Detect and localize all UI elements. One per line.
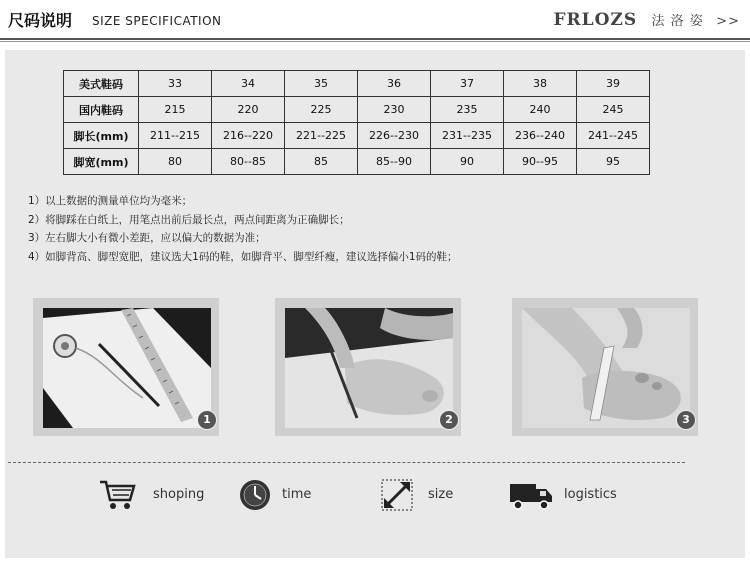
feature-shopping[interactable] [98, 478, 218, 514]
header-divider-thin [0, 41, 750, 42]
table-cell: 80--85 [212, 149, 285, 175]
foot-width-illustration [522, 308, 690, 428]
feature-label: time [282, 487, 312, 502]
table-row [64, 123, 650, 149]
table-cell: 235 [431, 97, 504, 123]
table-cell: 241--245 [577, 123, 650, 149]
brand-name-cn: 法 洛 姿 [651, 14, 704, 29]
measurement-notes [28, 192, 458, 266]
step-photo-2 [275, 298, 461, 436]
table-cell: 240 [504, 97, 577, 123]
table-cell: 90 [431, 149, 504, 175]
step-photo-1 [33, 298, 219, 436]
table-cell: 95 [577, 149, 650, 175]
header [0, 0, 750, 40]
note-item: 2）将脚踩在白纸上，用笔点出前后最长点，两点间距离为正确脚长； [28, 213, 350, 226]
table-cell: 37 [431, 71, 504, 97]
feature-logistics[interactable] [508, 478, 638, 514]
clock-icon [238, 478, 272, 512]
table-cell: 35 [285, 71, 358, 97]
shopping-cart-icon [98, 478, 138, 512]
table-cell: 34 [212, 71, 285, 97]
brand-arrows: >> [716, 14, 740, 29]
feature-size[interactable] [380, 478, 480, 514]
table-row [64, 71, 650, 97]
table-cell: 226--230 [358, 123, 431, 149]
row-header: 脚宽(mm) [64, 149, 139, 175]
feature-time[interactable] [238, 478, 338, 514]
table-cell: 36 [358, 71, 431, 97]
table-cell: 216--220 [212, 123, 285, 149]
section-divider [8, 462, 685, 463]
step-number-badge: 3 [676, 410, 696, 430]
brand-logo[interactable] [553, 10, 740, 30]
ruler-pen-illustration [43, 308, 211, 428]
note-item: 3）左右脚大小有微小差距，应以偏大的数据为准； [28, 232, 266, 244]
table-cell: 90--95 [504, 149, 577, 175]
brand-name: FRLOZS [553, 10, 638, 30]
table-cell: 225 [285, 97, 358, 123]
header-divider [0, 38, 750, 40]
step-number-badge: 1 [197, 410, 217, 430]
table-cell: 236--240 [504, 123, 577, 149]
resize-arrows-icon [380, 478, 414, 512]
table-cell: 39 [577, 71, 650, 97]
step-photo-3 [512, 298, 698, 436]
feature-label: size [428, 487, 454, 502]
size-table [63, 70, 650, 175]
table-cell: 85--90 [358, 149, 431, 175]
table-cell: 221--225 [285, 123, 358, 149]
table-cell: 220 [212, 97, 285, 123]
row-header: 脚长(mm) [64, 123, 139, 149]
page-title: 尺码说明 [8, 11, 73, 30]
table-cell: 211--215 [139, 123, 212, 149]
table-cell: 245 [577, 97, 650, 123]
table-cell: 38 [504, 71, 577, 97]
table-row [64, 97, 650, 123]
table-cell: 231--235 [431, 123, 504, 149]
step-number-badge: 2 [439, 410, 459, 430]
table-cell: 230 [358, 97, 431, 123]
page-subtitle: SIZE SPECIFICATION [92, 14, 222, 28]
truck-icon [508, 478, 554, 512]
foot-marking-illustration [285, 308, 453, 428]
feature-label: logistics [564, 487, 617, 502]
feature-label: shoping [153, 487, 205, 502]
note-item: 1）以上数据的测量单位均为毫米； [28, 195, 193, 207]
row-header: 国内鞋码 [64, 97, 139, 123]
table-cell: 215 [139, 97, 212, 123]
row-header: 美式鞋码 [64, 71, 139, 97]
table-cell: 33 [139, 71, 212, 97]
table-cell: 85 [285, 149, 358, 175]
note-item: 4）如脚背高、脚型宽肥，建议选大1码的鞋，如脚背平、脚型纤瘦，建议选择偏小1码的鞋； [28, 250, 458, 263]
table-cell: 80 [139, 149, 212, 175]
table-row [64, 149, 650, 175]
